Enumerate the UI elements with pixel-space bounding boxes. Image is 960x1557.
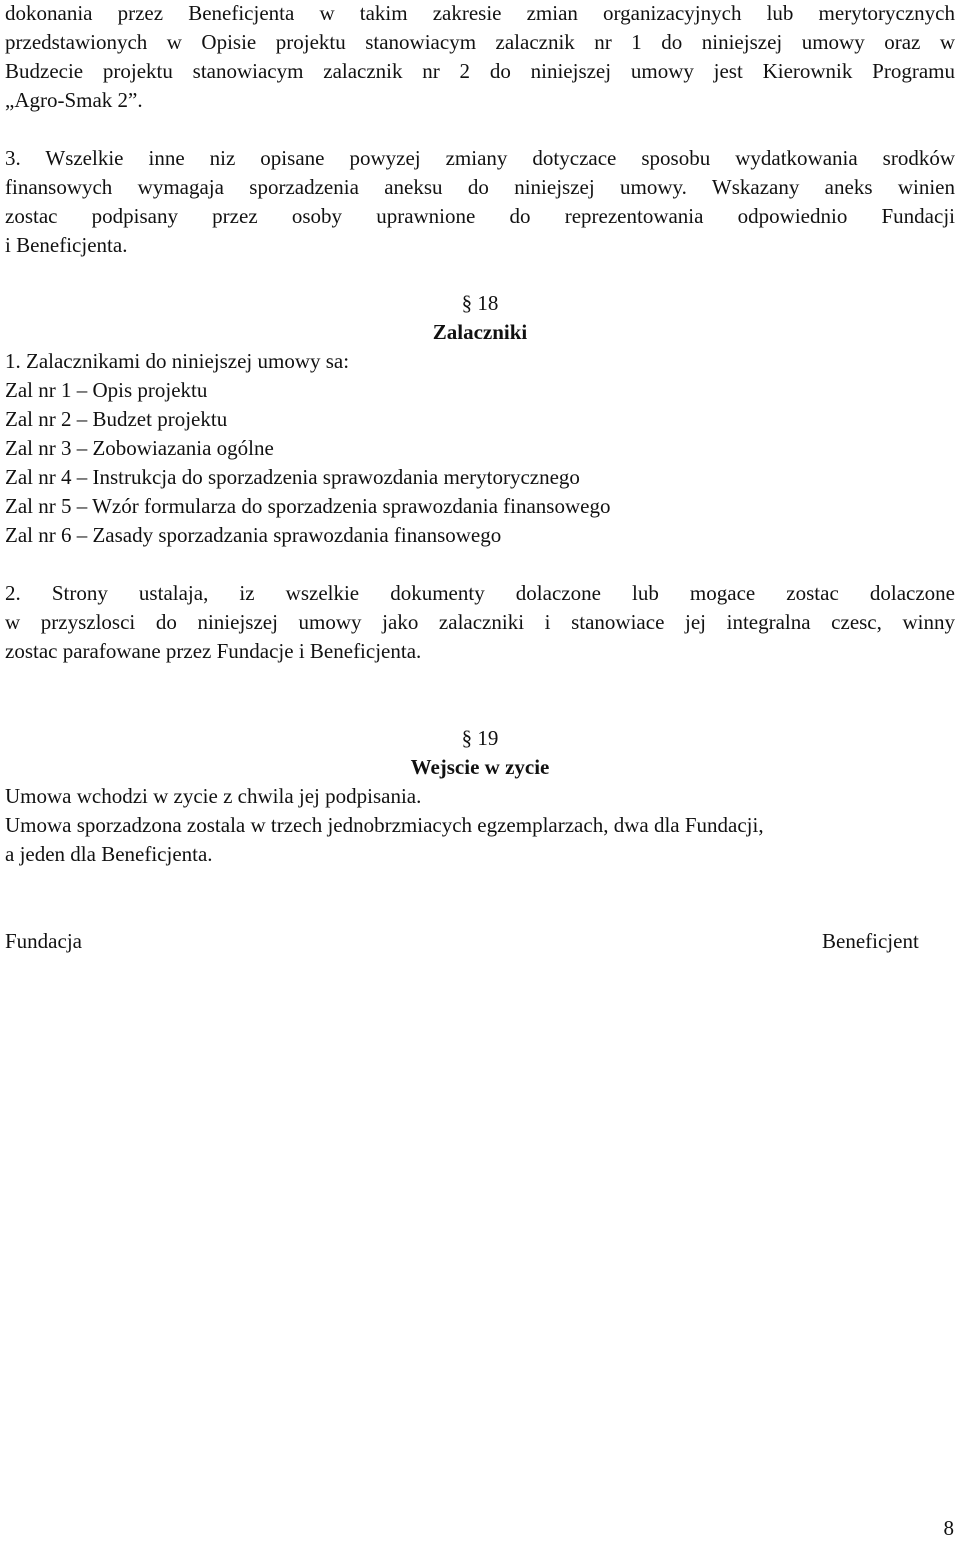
point3-line: 3. Wszelkie inne niz opisane powyzej zmiany dotyczace sposobu wydatkowania srodków [5,146,955,170]
point2-line: 2. Strony ustalaja, iz wszelkie dokumenty dolaczone lub mogace zostac dolaczone [5,581,955,605]
section-19-number: § 19 [461,726,499,750]
section-19-line: Umowa sporzadzona zostala w trzech jednobrzmiacych egzemplarzach, dwa dla Fundacji, [5,813,764,837]
point2-line: w przyszlosci do niniejszej umowy jako zalaczniki i stanowiace jej integralna czesc, winny [5,610,955,634]
attachment-item: Zal nr 6 – Zasady sporzadzania sprawozdania finansowego [5,523,502,547]
signature-fundacja: Fundacja [5,929,82,953]
point3-line: i Beneficjenta. [5,233,128,257]
attachment-item: Zal nr 3 – Zobowiazania ogólne [5,436,274,460]
section-18-number: § 18 [461,291,499,315]
continuation-line: Budzecie projektu stanowiacym zalacznik nr 2 do niniejszej umowy jest Kierownik Programu [5,59,955,83]
continuation-line: dokonania przez Beneficjenta w takim zakresie zmian organizacyjnych lub merytorycznych [5,1,955,25]
signature-beneficjent: Beneficjent [822,929,919,953]
section-19-title: Wejscie w zycie [410,755,550,779]
section-18-title: Zalaczniki [432,320,528,344]
point3-line: finansowych wymagaja sporzadzenia aneksu do niniejszej umowy. Wskazany aneks winien [5,175,955,199]
continuation-line: przedstawionych w Opisie projektu stanowiacym zalacznik nr 1 do niniejszej umowy oraz w [5,30,955,54]
attachment-item: Zal nr 4 – Instrukcja do sporzadzenia sprawozdania merytorycznego [5,465,580,489]
section-19-line: Umowa wchodzi w zycie z chwila jej podpisania. [5,784,422,808]
attachment-item: Zal nr 1 – Opis projektu [5,378,208,402]
page-number: 8 [943,1516,954,1540]
attachment-item: Zal nr 5 – Wzór formularza do sporzadzenia sprawozdania finansowego [5,494,611,518]
section-19-line: a jeden dla Beneficjenta. [5,842,213,866]
attachments-intro: 1. Zalacznikami do niniejszej umowy sa: [5,349,350,373]
point3-line: zostac podpisany przez osoby uprawnione do reprezentowania odpowiednio Fundacji [5,204,955,228]
continuation-line: „Agro-Smak 2”. [5,88,143,112]
point2-line: zostac parafowane przez Fundacje i Beneficjenta. [5,639,422,663]
attachment-item: Zal nr 2 – Budzet projektu [5,407,228,431]
